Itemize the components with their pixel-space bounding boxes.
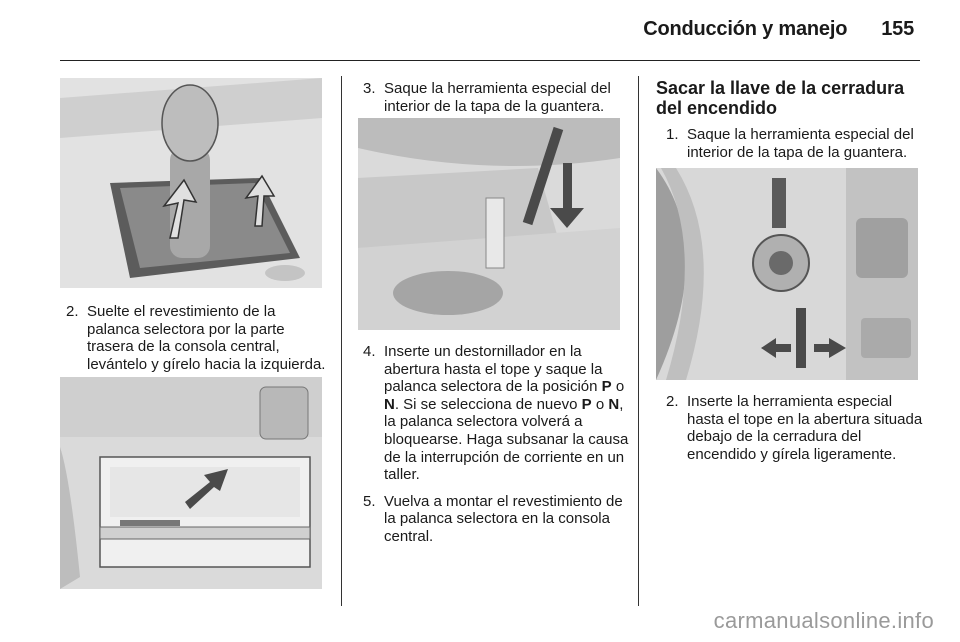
- step-5: [357, 493, 629, 546]
- gear-p: P: [601, 378, 612, 396]
- page-header: [643, 18, 914, 41]
- watermark: carmanualsonline.info: [713, 608, 934, 633]
- step-3: [357, 80, 627, 115]
- column-divider-1: [341, 76, 342, 606]
- step-2: [60, 303, 326, 373]
- step-text: . Si se selecciona de nuevo: [394, 395, 582, 413]
- step-number: 5.: [363, 492, 376, 510]
- conjunction: o: [591, 395, 609, 413]
- step-2: [660, 393, 924, 463]
- column-2-steps: [357, 343, 629, 555]
- step-number: 2.: [666, 393, 679, 410]
- gear-p: P: [581, 395, 592, 413]
- step-text: Inserte un destornillador en la abertura hasta el tope y saque la palanca selectora de la posición: [384, 343, 603, 396]
- step-1: [660, 126, 924, 161]
- column-1-text: [60, 303, 326, 382]
- step-text: , la palanca selectora volverá a bloquearse. Haga subsanar la causa de la interrupción de corriente en un taller.: [384, 395, 629, 484]
- step-text: Inserte la herramienta especial hasta el tope en la abertura situada debajo de la cerradura del encendido y gírela ligeramente.: [687, 393, 923, 463]
- step-text: Vuelva a montar el revestimiento de la palanca selectora en la consola central.: [384, 492, 623, 545]
- column-3-text: [656, 78, 924, 170]
- page-title: Conducción y manejo: [643, 18, 848, 40]
- step-text: Suelte el revestimiento de la palanca selectora por la parte trasera de la consola central, levántelo y gírelo hacia la izquierda.: [87, 303, 326, 373]
- page-number: 155: [881, 18, 914, 40]
- gear-n: N: [608, 395, 620, 413]
- gear-n: N: [384, 395, 395, 413]
- conjunction: o: [611, 378, 625, 396]
- step-number: 3.: [363, 80, 376, 97]
- step-number: 1.: [666, 126, 679, 143]
- header-rule: [60, 60, 920, 61]
- step-text: Saque la herramienta especial del interior de la tapa de la guantera.: [384, 80, 611, 115]
- step-number: 4.: [363, 343, 376, 360]
- glovebox-illustration: [60, 377, 322, 589]
- section-title: Sacar la llave de la cerradura del encendido: [656, 78, 905, 118]
- step-text: Saque la herramienta especial del interior de la tapa de la guantera.: [687, 126, 914, 161]
- tool-insert-illustration: [358, 118, 620, 330]
- step-number: 2.: [66, 303, 79, 320]
- column-divider-2: [638, 76, 639, 606]
- step-4: [357, 343, 629, 484]
- gear-lever-illustration: [60, 78, 322, 288]
- ignition-lock-illustration: [656, 168, 918, 380]
- column-3-step2: [660, 393, 924, 472]
